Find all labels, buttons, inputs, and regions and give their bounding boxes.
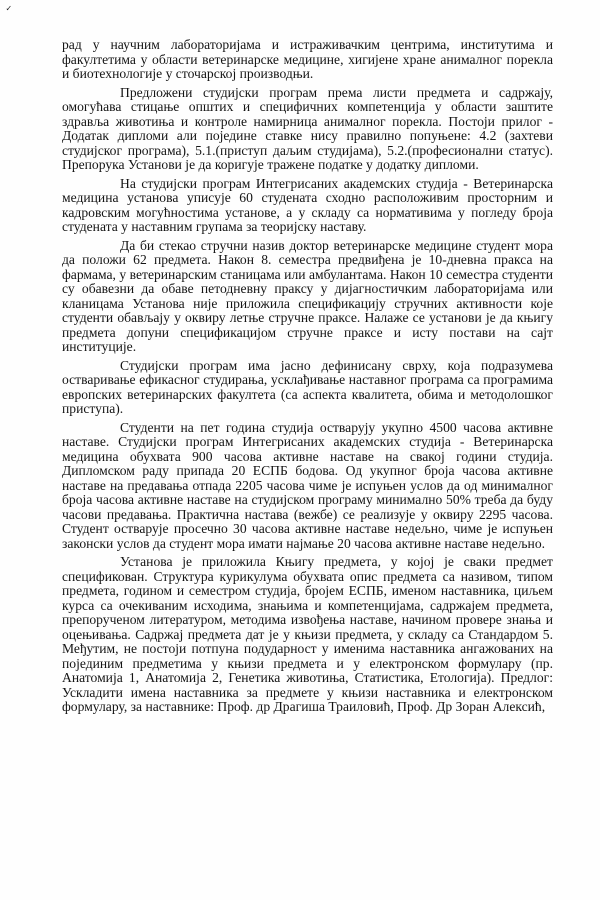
- paragraph-4: Да би стекао стручни назив доктор ветеринарске медицине студент мора да положи 62 предмета. Након 8. семестра предвиђена је 10-дневна пракса на фармама, у ветеринарским станицама или амбулантама. Након 10 семестра студенти су обавезни да обаве петодневну праксу у дијагностичким лабораторијама или кланицама Установа није приложила спецификацију стручних активности које студенти обављају у оквиру летње стручне праксе. Налаже се установи је да књигу предмета допуни спецификацијом стручне праксе и исту постави на сајт институције.: [62, 237, 553, 354]
- paragraph-5: Студијски програм има јасно дефинисану сврху, која подразумева остваривање ефикасног студирања, усклађивање наставног програма са програмима европских ветеринарских факултета (са аспекта квалитета, обима и методолошког приступа).: [62, 357, 553, 416]
- paragraph-1: рад у научним лабораторијама и истраживачким центрима, институтима и факултетима у области ветеринарске медицине, хигијене хране анималног порекла и биотехнологије у сточарској производњи.: [62, 37, 553, 81]
- corner-mark: ✓: [6, 4, 12, 14]
- paragraph-2: Предложени студијски програм према листи предмета и садржају, омогућава стицање општих и специфичних компетенција у области заштите здравља животиња и контроле намирница анималног порекла. Постоји прилог - Додатак дипломи али поједине ставке нису правилно попуњене: 4.2 (захтеви студијског програма), 5.1.(приступ даљим студијама), 5.2.(професионални статус). Препорука Установи је да коригује тражене податке у додатку дипломи.: [62, 84, 553, 172]
- paragraph-3: На студијски програм Интегрисаних академских студија - Ветеринарска медицина установа уписује 60 студената сходно расположивим просторним и кадровским могућностима установе, а у складу са нормативима у погледу броја студената у наставним групама за теоријску наставу.: [62, 175, 553, 234]
- document-body: [62, 38, 553, 715]
- paragraph-6: Студенти на пет година студија остварују укупно 4500 часова активне наставе. Студијски програм Интегрисаних академских студија - Ветеринарска медицина обухвата 900 часова активне наставе на свакој години студија. Дипломском раду припада 20 ЕСПБ бодова. Од укупног броја часова активне наставе на предавања отпада 2205 часова чиме је испуњен услов да од минималног броја часова активне наставе на студијском програму минимално 50% треба да буду часови предавања. Практична настава (вежбе) се реализује у оквиру 2295 часова. Студент остварује просечно 30 часова активне наставе недељно, чиме је испуњен законски услов да студент мора имати најмање 20 часова активне наставе недељно.: [62, 419, 553, 551]
- paragraph-7: Установа је приложила Књигу предмета, у којој је сваки предмет спецификован. Структура курикулума обухвата опис предмета са називом, типом предмета, годином и семестром студија, бројем ЕСПБ, именом наставника, циљем курса са очекиваним исходима, знањима и компетенцијама, садржајем предмета, препорученом литературом, методима извођења наставе, начином провере знања и оцењивања. Садржај предмета дат је у књизи предмета, у складу са Стандардом 5. Међутим, не постоји потпуна подударност у именима наставника ангажованих на појединим предметима у књизи предмета и у електронском формулару (пр. Анатомија 1, Анатомија 2, Генетика животиња, Статистика, Етологија). Предлог: Ускладити имена наставника за предмете у књизи наставника и електронском формулару, за наставнике: Проф. др Драгиша Траиловић, Проф. Др Зоран Алексић,: [62, 554, 553, 714]
